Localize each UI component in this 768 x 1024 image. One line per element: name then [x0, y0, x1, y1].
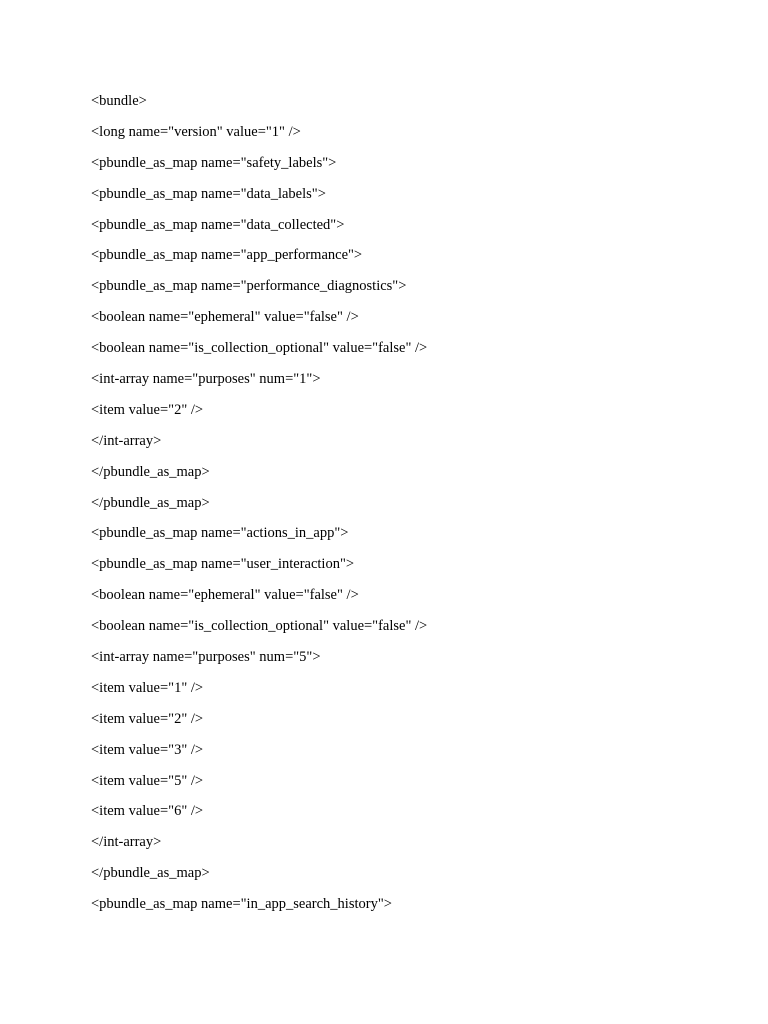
code-line: <item value="1" /> — [91, 679, 204, 696]
code-line: <bundle> — [91, 93, 147, 109]
code-line: <pbundle_as_map name="data_collected"> — [91, 216, 345, 233]
code-line: <boolean name="is_collection_optional" value="false" /> — [91, 618, 428, 635]
code-line: <pbundle_as_map name="user_interaction"> — [91, 556, 355, 573]
code-line: </pbundle_as_map> — [91, 463, 210, 480]
code-line: <item value="2" /> — [91, 710, 204, 727]
code-line: <item value="2" /> — [91, 401, 204, 418]
code-line: <pbundle_as_map name="actions_in_app"> — [91, 525, 349, 542]
code-line: <boolean name="ephemeral" value="false" /> — [91, 309, 359, 326]
code-line: <boolean name="ephemeral" value="false" /> — [91, 587, 359, 604]
code-line: </pbundle_as_map> — [91, 494, 210, 511]
code-line: <item value="6" /> — [91, 803, 204, 820]
code-line: <item value="5" /> — [91, 772, 204, 789]
code-line: <pbundle_as_map name="safety_labels"> — [91, 154, 337, 171]
code-line: <int-array name="purposes" num="5"> — [91, 649, 321, 666]
code-line: <boolean name="is_collection_optional" value="false" /> — [91, 340, 428, 357]
code-line: <pbundle_as_map name="app_performance"> — [91, 247, 363, 264]
code-line: <pbundle_as_map name="data_labels"> — [91, 185, 326, 202]
code-line: <pbundle_as_map name="performance_diagnostics"> — [91, 278, 407, 295]
code-line: <int-array name="purposes" num="1"> — [91, 371, 321, 388]
code-line: <pbundle_as_map name="in_app_search_history"> — [91, 896, 392, 913]
code-line: <long name="version" value="1" /> — [91, 123, 301, 140]
code-line: </pbundle_as_map> — [91, 865, 210, 882]
code-line: <item value="3" /> — [91, 741, 204, 758]
code-line: </int-array> — [91, 432, 162, 449]
xml-code-listing — [91, 91, 427, 925]
code-line: </int-array> — [91, 834, 162, 851]
